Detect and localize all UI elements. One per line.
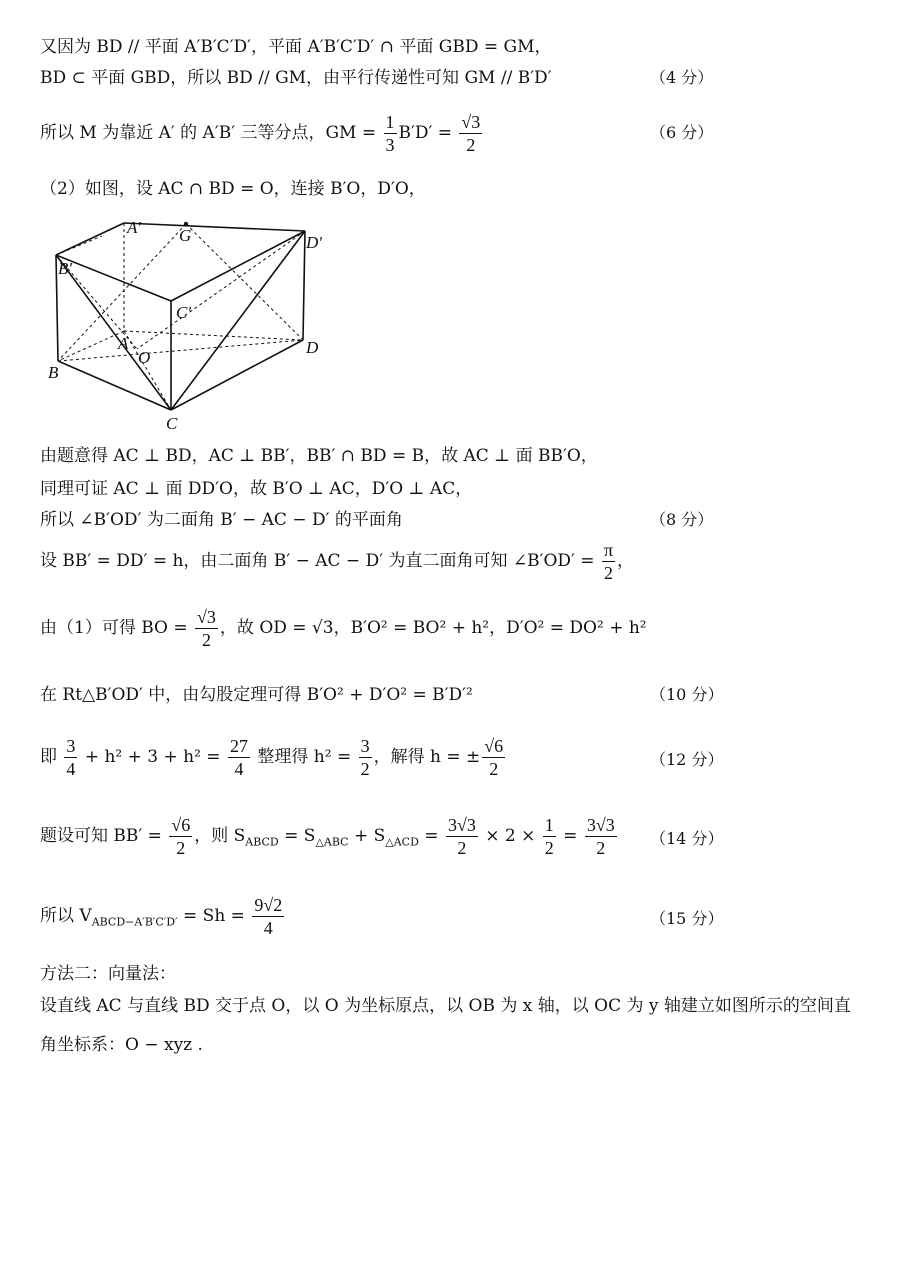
- label-C1: C′: [176, 303, 192, 322]
- fraction: $\frac{1}{2}$: [544, 815, 554, 858]
- fraction: $\frac{3}{4}$: [66, 736, 76, 779]
- text-line: 题设可知 BB′ = $\frac{√6}{2}$ ，则 $S_{ABCD} = S_{\triangle ABC} + S_{\triangle ACD}$ = $\frac{3√3}{2}$ × 2 × $\frac{1}{2}$ = $\frac{3√3}{2}$: [40, 815, 615, 858]
- text-line: 又因为 BD // 平面 A′B′C′D′，平面 A′B′C′D′ ∩ 平面 GBD = GM，: [40, 37, 552, 57]
- score-label: （4 分）: [650, 68, 714, 87]
- text-line: 所以 $V_{ABCD-A'B'C'D'} = Sh$ = $\frac{9√2}{4}$: [40, 895, 283, 938]
- text-line: 所以 M 为靠近 A′ 的 A′B′ 三等分点，GM = $\frac{1}{3}$ B′D′ = $\frac{√3}{2}$: [40, 112, 481, 155]
- fraction: $\frac{9√2}{4}$: [254, 895, 283, 938]
- label-C: C: [166, 414, 178, 433]
- score-label: （14 分）: [650, 829, 724, 848]
- fraction: $\frac{√6}{2}$: [171, 815, 191, 858]
- text-line: （2）如图，设 AC ∩ BD = O，连接 B′O，D′O，: [40, 179, 426, 199]
- score-label: （6 分）: [650, 123, 714, 142]
- fraction: $\frac{√6}{2}$: [484, 736, 504, 779]
- fraction: $\frac{√3}{2}$: [197, 607, 216, 650]
- fraction: $\frac{√3}{2}$: [461, 112, 481, 155]
- score-label: （15 分）: [650, 909, 724, 928]
- text-line: 设 BB′ = DD′ = h，由二面角 B′ − AC − D′ 为直二面角可知 ∠B′OD′ = $\frac{\pi}{2}$ ，: [40, 540, 635, 583]
- label-B: B: [48, 363, 59, 382]
- score-label: （8 分）: [650, 510, 714, 529]
- label-O: O: [138, 348, 151, 367]
- prism-figure: [38, 208, 338, 438]
- label-D: D: [306, 338, 319, 357]
- fraction: $\frac{1}{3}$: [385, 112, 395, 155]
- text-line: BD ⊂ 平面 GBD，所以 BD // GM，由平行传递性可知 GM // B′D′: [40, 68, 552, 88]
- label-A1: A′: [127, 218, 142, 237]
- score-label: （10 分）: [650, 685, 724, 704]
- text-line: 方法二：向量法：: [40, 964, 176, 984]
- text-line: 即 $\frac{3}{4}$ + h² + 3 + h² = $\frac{27}{4}$ 整理得 h² = $\frac{3}{2}$ ，解得 h = ± $\frac{√6}{2}$: [40, 736, 504, 779]
- label-D1: D′: [306, 233, 322, 252]
- fraction: $\frac{3√3}{2}$: [447, 815, 476, 858]
- label-A: A: [118, 334, 129, 353]
- fraction: $\frac{27}{4}$: [229, 736, 248, 779]
- text-line: 所以 ∠B′OD′ 为二面角 B′ − AC − D′ 的平面角: [40, 510, 403, 530]
- text-line: 由（1）可得 BO = $\frac{√3}{2}$ ，故 OD = √3，B′O² = BO² + h²，D′O² = DO² + h²: [40, 607, 647, 650]
- text-line: 由题意得 AC ⊥ BD，AC ⊥ BB′，BB′ ∩ BD = B，故 AC ⊥ 面 BB′O，: [40, 446, 598, 466]
- label-G: G: [179, 226, 192, 245]
- fraction: $\frac{3}{2}$: [360, 736, 370, 779]
- label-B1: B′: [58, 259, 73, 278]
- text-line: 同理可证 AC ⊥ 面 DD′O，故 B′O ⊥ AC，D′O ⊥ AC，: [40, 479, 473, 499]
- score-label: （12 分）: [650, 750, 724, 769]
- text-line: 在 Rt△B′OD′ 中，由勾股定理可得 B′O² + D′O² = B′D′²: [40, 685, 473, 705]
- fraction: $\frac{3√3}{2}$: [586, 815, 615, 858]
- text-line: 设直线 AC 与直线 BD 交于点 O，以 O 为坐标原点，以 OB 为 x 轴，以 OC 为 y 轴建立如图所示的空间直: [40, 996, 851, 1016]
- fraction: $\frac{\pi}{2}$: [603, 540, 614, 583]
- text-line: 角坐标系：O − xyz .: [40, 1035, 203, 1055]
